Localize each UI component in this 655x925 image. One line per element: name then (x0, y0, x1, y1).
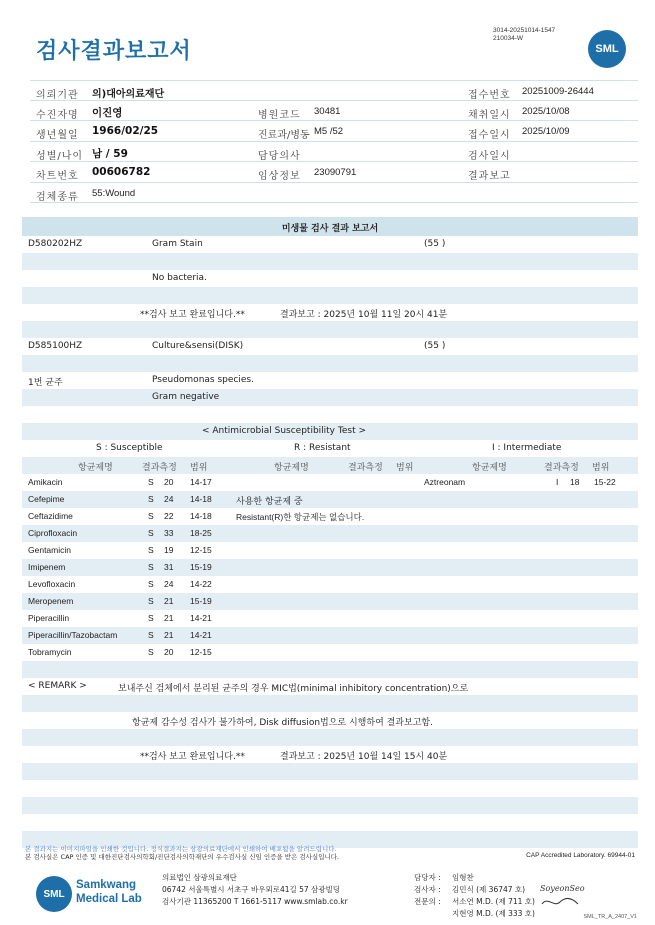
ast-row (22, 559, 638, 576)
report-row (22, 780, 638, 797)
ast-table-body (22, 474, 638, 661)
report-title: 검사결과보고서 (36, 39, 192, 64)
chart-no-value: 00606782 (92, 166, 151, 178)
ast-row (22, 508, 638, 525)
ast-left-4-range: 12-15 (190, 545, 212, 555)
test1-code: D580202HZ (28, 239, 83, 249)
ast-left-1-range: 14-18 (190, 494, 212, 504)
ast-left-3-value: 33 (164, 528, 174, 538)
ast-left-6-drug: Levofloxacin (28, 579, 76, 589)
ast-left-9-sir: S (148, 630, 154, 640)
ast-row (22, 576, 638, 593)
form-number: SML_TR_A_2407_V1 (583, 914, 637, 920)
report-row (22, 304, 638, 321)
col-drug-2: 항균제명 (274, 463, 309, 473)
report-row (22, 678, 638, 695)
col-drug-3: 항균제명 (472, 463, 507, 473)
report-row (22, 423, 638, 440)
cert-notice: 본 검사실은 CAP 인증 및 대한진단검사의학회/진단검사의학재단의 우수검사실 신임 인증을 받은 검사실입니다. (25, 853, 340, 861)
ast-left-8-range: 14-21 (190, 613, 212, 623)
info-row (30, 183, 638, 204)
ast-row (22, 627, 638, 644)
report-row (22, 763, 638, 780)
legend-susceptible: S : Susceptible (96, 443, 163, 453)
staff-owner: 임형찬 (452, 873, 474, 882)
brand-name: Samkwang Medical Lab (76, 879, 142, 905)
ast-row (22, 525, 638, 542)
info-row (30, 101, 638, 122)
clinical-value: 23090791 (314, 167, 357, 178)
ast-left-5-sir: S (148, 562, 154, 572)
ast-left-2-drug: Ceftazidime (28, 511, 73, 521)
staff-spec-1: 서소연 M.D. (제 711 호) (452, 897, 535, 906)
ast-row (22, 474, 638, 491)
organism-label: 1번 균주 (28, 378, 63, 388)
report-heading: 미생물 검사 결과 보고서 (281, 224, 379, 234)
sml-footer-logo (36, 872, 146, 912)
report-row (22, 236, 638, 253)
report-row (22, 797, 638, 814)
resistance-note-2: Resistant(R)한 항균제는 없습니다. (236, 512, 365, 522)
sex-age-label: 성별/나이 (36, 150, 84, 162)
ast-left-1-sir: S (148, 494, 154, 504)
report-done-2: **검사 보고 완료입니다.** (140, 752, 245, 762)
ast-row (22, 491, 638, 508)
client-label: 의뢰기관 (36, 90, 79, 101)
col-drug-1: 항균제명 (78, 463, 113, 473)
info-row (30, 121, 638, 142)
report-row (22, 321, 638, 338)
test1-num: (55 ) (424, 239, 446, 249)
ast-left-7-range: 15-19 (190, 596, 212, 606)
ast-left-9-value: 21 (164, 630, 174, 640)
collect-date-value: 2025/10/08 (522, 105, 570, 117)
report-done-1-time: 결과보고 : 2025년 10월 11일 20시 41분 (280, 310, 448, 320)
ast-right-drug: Aztreonam (424, 477, 466, 487)
ast-left-3-drug: Ciprofloxacin (28, 528, 78, 538)
birth-label: 생년월일 (36, 130, 79, 141)
microbiology-report (22, 217, 638, 848)
info-row (30, 162, 638, 183)
test-date-label: 검사일시 (468, 150, 511, 162)
ast-left-10-sir: S (148, 647, 154, 657)
ast-left-7-drug: Meropenem (28, 596, 74, 606)
report-row (22, 287, 638, 304)
report-row (22, 338, 638, 355)
document-code: 3014-20251014-1547 210034-W (493, 27, 556, 42)
ast-left-10-value: 20 (164, 647, 174, 657)
ast-left-1-value: 24 (164, 494, 174, 504)
ast-left-3-range: 18-25 (190, 528, 212, 538)
receipt-no-label: 접수번호 (468, 90, 511, 101)
ast-left-5-range: 15-19 (190, 562, 212, 572)
legend-resistant: R : Resistant (294, 443, 351, 453)
staff-tester: 김민식 (제 36747 호) (452, 885, 526, 894)
report-row (22, 695, 638, 712)
receipt-no-value: 20251009-26444 (522, 86, 594, 97)
signature-scribble (540, 896, 580, 908)
staff-spec-label: 전문의 : (414, 897, 441, 906)
ast-right-value: 18 (570, 477, 580, 487)
ast-left-0-range: 14-17 (190, 477, 212, 487)
report-done-1: **검사 보고 완료입니다.** (140, 310, 245, 320)
cap-accreditation: CAP Accredited Laboratory. 69944-01 (526, 852, 635, 859)
ast-left-2-value: 22 (164, 511, 174, 521)
clinical-label: 임상정보 (258, 171, 301, 182)
resistance-note-1: 사용한 항균제 중 (236, 497, 303, 507)
remark-label: < REMARK > (28, 681, 87, 691)
client-value: 의)대아의료재단 (92, 89, 165, 100)
receipt-date-value: 2025/10/09 (522, 126, 570, 137)
patient-label: 수진자명 (36, 109, 79, 121)
specimen-value: 55:Wound (92, 187, 136, 199)
report-row (22, 253, 638, 270)
ast-left-8-value: 21 (164, 613, 174, 623)
ast-left-2-range: 14-18 (190, 511, 212, 521)
ast-left-6-sir: S (148, 579, 154, 589)
col-result-3: 결과측정 (544, 463, 579, 473)
report-row (22, 440, 638, 457)
organism-name: Pseudomonas species. (152, 375, 254, 385)
report-row (22, 661, 638, 678)
test1-result: No bacteria. (152, 273, 207, 283)
ast-left-5-value: 31 (164, 562, 174, 572)
ast-left-8-sir: S (148, 613, 154, 623)
col-range-1: 범위 (190, 463, 208, 473)
remark-line-1: 보내주신 검체에서 분리된 균주의 경우 MIC법(minimal inhibitory concentration)으로 (118, 684, 469, 694)
report-row (22, 406, 638, 423)
info-row (30, 80, 638, 101)
signature: SoyeonSeo (540, 884, 585, 893)
ast-right-range: 15-22 (594, 477, 616, 487)
legend-intermediate: I : Intermediate (492, 443, 562, 453)
staff-info (414, 872, 614, 920)
report-row (22, 389, 638, 406)
patient-info-table (30, 80, 638, 203)
ast-header-row (22, 457, 638, 474)
report-done-2-time: 결과보고 : 2025년 10월 14일 15시 40분 (280, 752, 448, 762)
dept-value: M5 /52 (314, 126, 344, 137)
report-row (22, 814, 638, 831)
ast-left-6-value: 24 (164, 579, 174, 589)
col-range-3: 범위 (592, 463, 610, 473)
report-row (22, 746, 638, 763)
col-result-2: 결과측정 (348, 463, 383, 473)
hospital-code-label: 병원코드 (258, 109, 301, 121)
ast-left-10-range: 12-15 (190, 647, 212, 657)
ast-left-10-drug: Tobramycin (28, 647, 72, 657)
ast-row (22, 644, 638, 661)
patient-value: 이진영 (92, 106, 123, 119)
staff-tester-label: 검사자 : (414, 885, 441, 894)
ast-title: < Antimicrobial Susceptibility Test > (202, 426, 366, 436)
test2-num: (55 ) (424, 341, 446, 351)
test2-code: D585100HZ (28, 341, 83, 351)
print-warning: 본 결과지는 이미지파일을 인쇄한 것입니다. 정식결과지는 삼광의료재단에서 인쇄하여 배포됨을 알려드립니다. (25, 845, 337, 853)
org-info: 의료법인 삼광의료재단 06742 서울특별시 서초구 바우뫼로41길 57 삼광빌딩 검사기관 11365200 T 1661-5117 www.smlab.co.kr (162, 873, 348, 906)
doctor-label: 담당의사 (258, 150, 301, 162)
col-result-1: 결과측정 (142, 463, 177, 473)
ast-left-5-drug: Imipenem (28, 562, 66, 572)
sex-age-value: 남 / 59 (92, 147, 128, 160)
remark-line-2: 항균제 감수성 검사가 불가하여, Disk diffusion법으로 시행하여 결과보고함. (132, 718, 433, 728)
col-range-2: 범위 (396, 463, 414, 473)
organism-gram: Gram negative (152, 392, 220, 402)
ast-left-6-range: 14-22 (190, 579, 212, 589)
report-row (22, 270, 638, 287)
report-row (22, 729, 638, 746)
info-row (30, 142, 638, 163)
ast-left-0-sir: S (148, 477, 154, 487)
ast-left-0-value: 20 (164, 477, 174, 487)
staff-spec-2: 지현영 M.D. (제 333 호) (452, 909, 535, 918)
report-row (22, 712, 638, 729)
test2-name: Culture&sensi(DISK) (152, 341, 244, 351)
report-row (22, 355, 638, 372)
ast-left-2-sir: S (148, 511, 154, 521)
sml-logo-icon: SML (588, 30, 626, 68)
test1-name: Gram Stain (152, 239, 203, 249)
ast-left-9-range: 14-21 (190, 630, 212, 640)
report-heading-row (22, 217, 638, 236)
ast-left-8-drug: Piperacillin (28, 613, 70, 623)
chart-no-label: 차트번호 (36, 171, 79, 182)
ast-row (22, 610, 638, 627)
ast-left-4-sir: S (148, 545, 154, 555)
ast-left-7-sir: S (148, 596, 154, 606)
report-row (22, 372, 638, 389)
ast-left-0-drug: Amikacin (28, 477, 63, 487)
birth-value: 1966/02/25 (92, 125, 159, 137)
staff-owner-label: 담당자 : (414, 873, 441, 882)
sml-logo-icon: SML (36, 876, 72, 912)
ast-left-9-drug: Piperacillin/Tazobactam (28, 630, 118, 640)
dept-label: 진료과/병동 (258, 130, 310, 141)
ast-right-sir: I (556, 477, 559, 487)
ast-row (22, 542, 638, 559)
report-label: 결과보고 (468, 171, 511, 182)
ast-left-7-value: 21 (164, 596, 174, 606)
ast-left-1-drug: Cefepime (28, 494, 65, 504)
hospital-code-value: 30481 (314, 105, 341, 117)
ast-left-3-sir: S (148, 528, 154, 538)
ast-left-4-value: 19 (164, 545, 174, 555)
ast-left-4-drug: Gentamicin (28, 545, 71, 555)
specimen-label: 검체종류 (36, 191, 79, 203)
ast-row (22, 593, 638, 610)
receipt-date-label: 접수일시 (468, 130, 511, 141)
collect-date-label: 채취일시 (468, 109, 511, 121)
